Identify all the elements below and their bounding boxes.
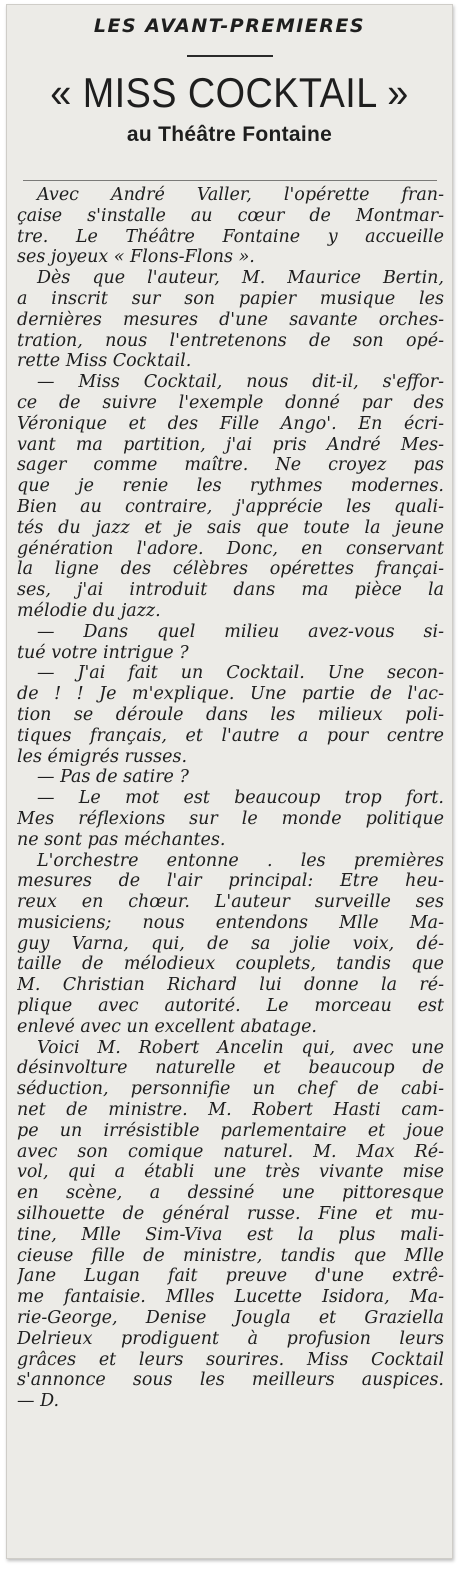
- article-line: guy Varna, qui, de sa jolie voix, dé-: [17, 933, 444, 954]
- article-line: net de ministre. M. Robert Hasti cam-: [17, 1100, 444, 1121]
- section-rubric: LES AVANT-PREMIERES: [93, 15, 366, 37]
- article-line: tion se déroule dans les milieux poli-: [17, 704, 444, 725]
- article-line: M. Christian Richard lui donne la ré-: [17, 975, 444, 996]
- article-line: tiques français, et l'autre a pour centre: [17, 725, 444, 746]
- article-line: vant ma partition, j'ai pris André Mes-: [17, 434, 444, 455]
- article-line: avec son comique naturel. M. Max Ré-: [17, 1141, 444, 1162]
- article-line: de ! ! Je m'explique. Une partie de l'ac-: [17, 684, 444, 705]
- rubric-divider: [187, 55, 273, 57]
- article-line: silhouette de général russe. Fine et mu-: [17, 1204, 444, 1225]
- article-line: — J'ai fait un Cocktail. Une secon-: [37, 663, 444, 684]
- article-line: en scène, a dessiné une pittoresque: [17, 1183, 444, 1204]
- article-line: la ligne des célèbres opérettes françai-: [17, 559, 444, 580]
- article-line: — D.: [17, 1391, 60, 1412]
- article-line: génération l'adore. Donc, en conservant: [17, 538, 444, 559]
- article-body: [17, 185, 444, 1412]
- article-line: reux en chœur. L'auteur surveille ses: [17, 892, 444, 913]
- article-line: a inscrit sur son papier musique les: [17, 288, 444, 309]
- article-line: tué votre intrigue ?: [17, 642, 189, 663]
- article-line: taille de mélodieux couplets, tandis que: [17, 954, 444, 975]
- article-line: ce de suivre l'exemple donné par des: [17, 392, 444, 413]
- article-line: Delrieux prodiguent à profusion leurs: [17, 1328, 444, 1349]
- article-line: que je renie les rythmes modernes.: [17, 476, 444, 497]
- article-line: me fantaisie. Mlles Lucette Isidora, Ma-: [17, 1287, 444, 1308]
- article-line: sager comme maître. Ne croyez pas: [17, 455, 444, 476]
- article-line: séduction, personnifie un chef de cabi-: [17, 1079, 444, 1100]
- headline-divider: [23, 180, 437, 181]
- article-line: tés du jazz et je sais que toute la jeune: [17, 517, 444, 538]
- article-line: musiciens; nous entendons Mlle Ma-: [17, 912, 444, 933]
- article-headline: « MISS COCKTAIL »: [50, 69, 409, 116]
- article-line: plique avec autorité. Le morceau est: [17, 996, 444, 1017]
- article-line: Voici M. Robert Ancelin qui, avec une: [37, 1037, 444, 1058]
- newspaper-clipping: [6, 4, 453, 1559]
- article-line: enlevé avec un excellent abatage.: [17, 1016, 317, 1037]
- article-line: rette Miss Cocktail.: [17, 351, 192, 372]
- article-line: ses joyeux « Flons-Flons ».: [17, 247, 255, 268]
- article-line: vol, qui a établi une très vivante mise: [17, 1162, 444, 1183]
- article-line: désinvolture naturelle et beaucoup de: [17, 1058, 444, 1079]
- article-line: s'annonce sous les meilleurs auspices.: [17, 1370, 444, 1391]
- article-line: mesures de l'air principal: Etre heu-: [17, 871, 444, 892]
- article-line: tration, nous l'entretenons de son opé-: [17, 330, 444, 351]
- article-line: L'orchestre entonne . les premières: [37, 850, 444, 871]
- article-line: — Pas de satire ?: [37, 767, 189, 788]
- article-line: Bien au contraire, j'apprécie les quali-: [17, 496, 444, 517]
- article-line: Véronique et des Fille Ango'. En écri-: [17, 413, 444, 434]
- article-line: — Miss Cocktail, nous dit-il, s'effor-: [37, 372, 444, 393]
- article-line: tre. Le Théâtre Fontaine y accueille: [17, 226, 444, 247]
- article-line: les émigrés russes.: [17, 746, 188, 767]
- article-line: Jane Lugan fait preuve d'une extrê-: [17, 1266, 444, 1287]
- article-line: Avec André Valler, l'opérette fran-: [37, 185, 444, 205]
- article-line: pe un irrésistible parlementaire et joue: [17, 1120, 444, 1141]
- article-line: Dès que l'auteur, M. Maurice Bertin,: [37, 268, 444, 289]
- article-line: çaise s'installe au cœur de Montmar-: [17, 205, 444, 226]
- article-line: mélodie du jazz.: [17, 600, 161, 621]
- article-line: — Dans quel milieu avez-vous si-: [37, 621, 444, 642]
- article-line: cieuse fille de ministre, tandis que Mlle: [17, 1245, 444, 1266]
- article-line: ses, j'ai introduit dans ma pièce la: [17, 580, 444, 601]
- article-line: — Le mot est beaucoup trop fort.: [37, 788, 444, 809]
- article-line: tine, Mlle Sim-Viva est la plus mali-: [17, 1224, 444, 1245]
- article-line: dernières mesures d'une savante orches-: [17, 309, 444, 330]
- article-line: rie-George, Denise Jougla et Graziella: [17, 1308, 444, 1329]
- article-subhead: au Théâtre Fontaine: [126, 123, 333, 146]
- article-line: grâces et leurs sourires. Miss Cocktail: [17, 1349, 444, 1370]
- article-line: ne sont pas méchantes.: [17, 829, 226, 850]
- article-line: Mes réflexions sur le monde politique: [17, 808, 444, 829]
